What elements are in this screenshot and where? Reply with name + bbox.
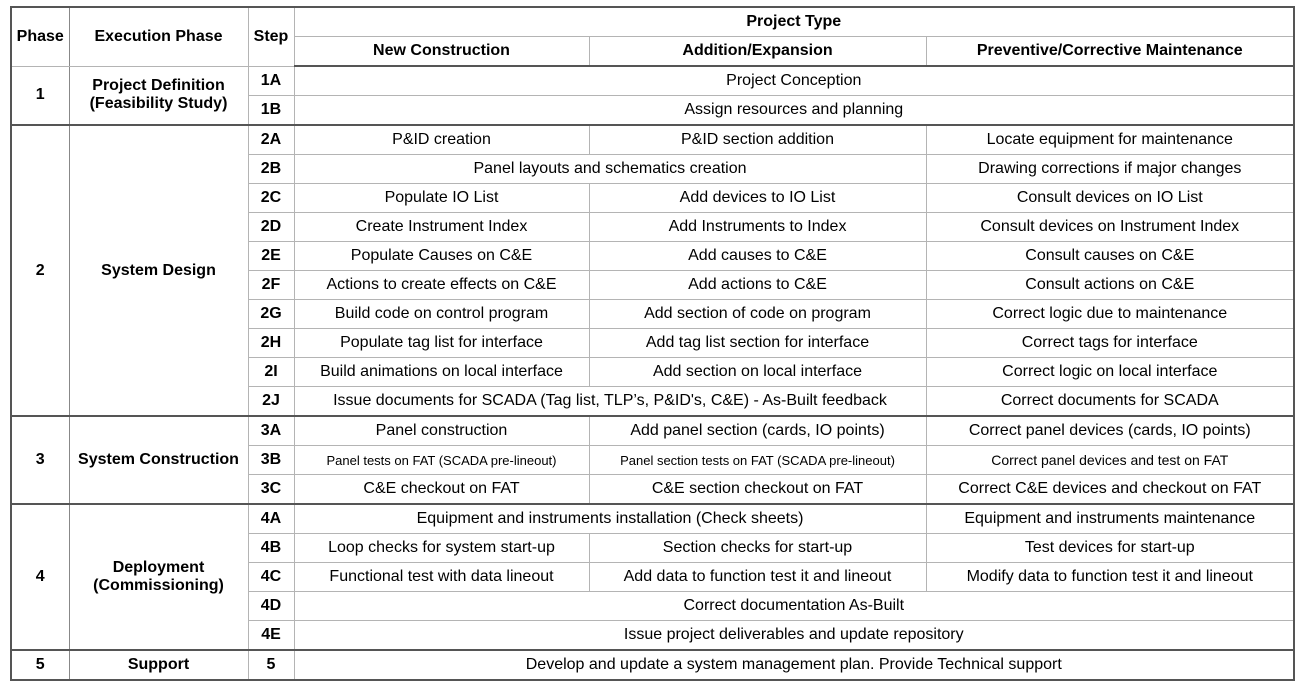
table-row — [11, 504, 1294, 534]
step-id: 2G — [248, 300, 294, 329]
step-id: 2D — [248, 213, 294, 242]
activity-cell: Loop checks for system start-up — [294, 534, 589, 563]
activity-cell: Consult devices on IO List — [926, 184, 1294, 213]
step-id: 2E — [248, 242, 294, 271]
step-id: 3A — [248, 416, 294, 446]
header-step: Step — [248, 7, 294, 66]
step-id: 2F — [248, 271, 294, 300]
step-id: 2C — [248, 184, 294, 213]
activity-cell: Panel section tests on FAT (SCADA pre-lineout) — [589, 446, 926, 475]
step-id: 2J — [248, 387, 294, 417]
activity-cell: Develop and update a system management plan. Provide Technical support — [294, 650, 1294, 680]
activity-cell: Panel tests on FAT (SCADA pre-lineout) — [294, 446, 589, 475]
activity-cell: Create Instrument Index — [294, 213, 589, 242]
activity-cell: Add devices to IO List — [589, 184, 926, 213]
execution-phase-name: Deployment (Commissioning) — [69, 504, 248, 650]
step-id: 5 — [248, 650, 294, 680]
execution-phase-name: Support — [69, 650, 248, 680]
step-id: 4E — [248, 621, 294, 651]
activity-cell: Populate Causes on C&E — [294, 242, 589, 271]
activity-cell: Correct C&E devices and checkout on FAT — [926, 475, 1294, 505]
phase-number: 3 — [11, 416, 69, 504]
activity-cell: Assign resources and planning — [294, 96, 1294, 126]
activity-cell: Project Conception — [294, 66, 1294, 96]
step-id: 1B — [248, 96, 294, 126]
header-new-construction: New Construction — [294, 37, 589, 67]
activity-cell: Modify data to function test it and lineout — [926, 563, 1294, 592]
activity-cell: P&ID section addition — [589, 125, 926, 155]
phase-number: 2 — [11, 125, 69, 416]
phase-number: 4 — [11, 504, 69, 650]
table-body — [11, 66, 1294, 680]
activity-cell: C&E section checkout on FAT — [589, 475, 926, 505]
activity-cell: Add panel section (cards, IO points) — [589, 416, 926, 446]
activity-cell: Correct documents for SCADA — [926, 387, 1294, 417]
activity-cell: Drawing corrections if major changes — [926, 155, 1294, 184]
activity-cell: Correct panel devices and test on FAT — [926, 446, 1294, 475]
activity-cell: Populate tag list for interface — [294, 329, 589, 358]
step-id: 2A — [248, 125, 294, 155]
activity-cell: Functional test with data lineout — [294, 563, 589, 592]
step-id: 3B — [248, 446, 294, 475]
step-id: 2B — [248, 155, 294, 184]
step-id: 4D — [248, 592, 294, 621]
step-id: 4B — [248, 534, 294, 563]
step-id: 2H — [248, 329, 294, 358]
activity-cell: Add actions to C&E — [589, 271, 926, 300]
step-id: 2I — [248, 358, 294, 387]
activity-cell: C&E checkout on FAT — [294, 475, 589, 505]
step-id: 3C — [248, 475, 294, 505]
activity-cell: Add causes to C&E — [589, 242, 926, 271]
activity-cell: Locate equipment for maintenance — [926, 125, 1294, 155]
activity-cell: Issue documents for SCADA (Tag list, TLP’s, P&ID's, C&E) - As-Built feedback — [294, 387, 926, 417]
header-addition-expansion: Addition/Expansion — [589, 37, 926, 67]
activity-cell: Section checks for start-up — [589, 534, 926, 563]
execution-phase-name: System Design — [69, 125, 248, 416]
activity-cell: Add data to function test it and lineout — [589, 563, 926, 592]
activity-cell: Test devices for start-up — [926, 534, 1294, 563]
table-row — [11, 66, 1294, 96]
table-row — [11, 416, 1294, 446]
activity-cell: Panel construction — [294, 416, 589, 446]
step-id: 1A — [248, 66, 294, 96]
step-id: 4C — [248, 563, 294, 592]
activity-cell: Add section on local interface — [589, 358, 926, 387]
activity-cell: Correct documentation As-Built — [294, 592, 1294, 621]
activity-cell: Equipment and instruments maintenance — [926, 504, 1294, 534]
activity-cell: Consult actions on C&E — [926, 271, 1294, 300]
step-id: 4A — [248, 504, 294, 534]
header-execution-phase: Execution Phase — [69, 7, 248, 66]
phase-number: 1 — [11, 66, 69, 125]
activity-cell: Issue project deliverables and update repository — [294, 621, 1294, 651]
activity-cell: Correct logic due to maintenance — [926, 300, 1294, 329]
activity-cell: Populate IO List — [294, 184, 589, 213]
activity-cell: Consult devices on Instrument Index — [926, 213, 1294, 242]
activity-cell: Correct tags for interface — [926, 329, 1294, 358]
activity-cell: Equipment and instruments installation (Check sheets) — [294, 504, 926, 534]
execution-phase-name: Project Definition (Feasibility Study) — [69, 66, 248, 125]
activity-cell: P&ID creation — [294, 125, 589, 155]
activity-cell: Add Instruments to Index — [589, 213, 926, 242]
project-phases-table — [10, 6, 1295, 681]
activity-cell: Add tag list section for interface — [589, 329, 926, 358]
table-row — [11, 125, 1294, 155]
header-phase: Phase — [11, 7, 69, 66]
activity-cell: Correct logic on local interface — [926, 358, 1294, 387]
phase-number: 5 — [11, 650, 69, 680]
activity-cell: Correct panel devices (cards, IO points) — [926, 416, 1294, 446]
activity-cell: Build animations on local interface — [294, 358, 589, 387]
header-project-type: Project Type — [294, 7, 1294, 37]
activity-cell: Build code on control program — [294, 300, 589, 329]
activity-cell: Add section of code on program — [589, 300, 926, 329]
execution-phase-name: System Construction — [69, 416, 248, 504]
activity-cell: Panel layouts and schematics creation — [294, 155, 926, 184]
table-row — [11, 650, 1294, 680]
activity-cell: Actions to create effects on C&E — [294, 271, 589, 300]
activity-cell: Consult causes on C&E — [926, 242, 1294, 271]
header-maintenance: Preventive/Corrective Maintenance — [926, 37, 1294, 67]
